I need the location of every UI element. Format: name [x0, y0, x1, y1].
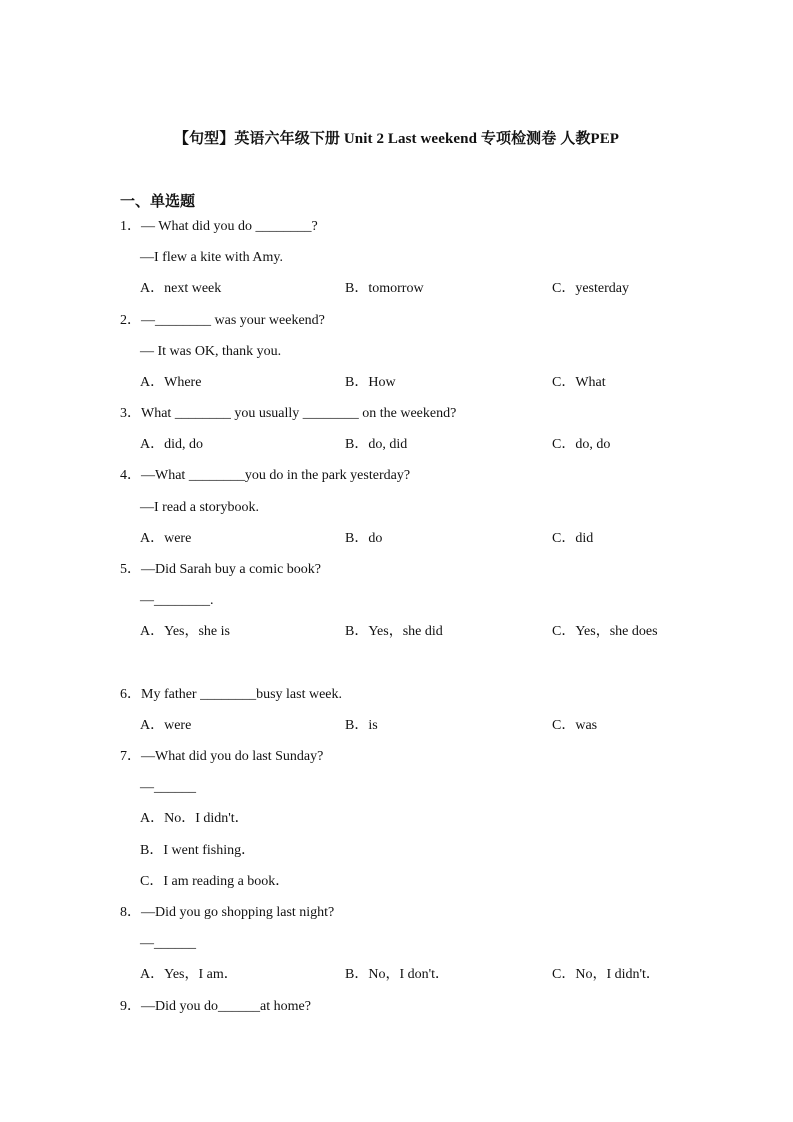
document-title: 【句型】英语六年级下册 Unit 2 Last weekend 专项检测卷 人教PEP — [173, 131, 620, 147]
question-stem: 7．—What did you do last Sunday? — [120, 749, 324, 764]
option-c: C．yesterday — [552, 281, 629, 296]
option-b: B．How — [345, 375, 396, 390]
section-heading: 一、单选题 — [120, 194, 196, 210]
option-c: C．was — [552, 718, 598, 733]
option-b: B．I went fishing． — [140, 843, 256, 858]
question-line: —______ — [140, 780, 196, 795]
question-stem: 9．—Did you do______at home? — [120, 999, 311, 1014]
option-c: C．did — [552, 531, 594, 546]
option-a: A．Where — [140, 375, 202, 390]
option-b: B．No，I don't． — [345, 967, 450, 982]
option-c: C．Yes，she does — [552, 624, 658, 639]
option-a: A．Yes，she is — [140, 624, 230, 639]
option-c: C．What — [552, 375, 606, 390]
option-b: B．do — [345, 531, 383, 546]
question-stem: 5．—Did Sarah buy a comic book? — [120, 562, 322, 577]
question-stem: 3．What ________ you usually ________ on the weekend? — [120, 406, 457, 421]
question-line: —______ — [140, 936, 196, 951]
option-a: A．did, do — [140, 437, 203, 452]
question-stem: 4．—What ________you do in the park yesterday? — [120, 468, 411, 483]
option-b: B．is — [345, 718, 378, 733]
question-line: —I read a storybook. — [140, 500, 259, 515]
option-b: B．tomorrow — [345, 281, 424, 296]
option-a: A．were — [140, 531, 192, 546]
question-line: —I flew a kite with Amy. — [140, 250, 283, 265]
option-c: C．I am reading a book． — [140, 874, 290, 889]
question-stem: 6．My father ________busy last week. — [120, 687, 343, 702]
option-a: A．No．I didn't． — [140, 811, 249, 826]
question-line: —________. — [140, 593, 214, 608]
option-c: C．do, do — [552, 437, 611, 452]
option-a: A．next week — [140, 281, 222, 296]
question-stem: 8．—Did you go shopping last night? — [120, 905, 335, 920]
option-c: C．No，I didn't． — [552, 967, 660, 982]
option-b: B．Yes，she did — [345, 624, 443, 639]
option-b: B．do, did — [345, 437, 408, 452]
question-stem: 2．—________ was your weekend? — [120, 313, 325, 328]
option-a: A．Yes，I am． — [140, 967, 238, 982]
option-a: A．were — [140, 718, 192, 733]
question-line: — It was OK, thank you. — [140, 344, 282, 359]
question-stem: 1．— What did you do ________? — [120, 219, 318, 234]
